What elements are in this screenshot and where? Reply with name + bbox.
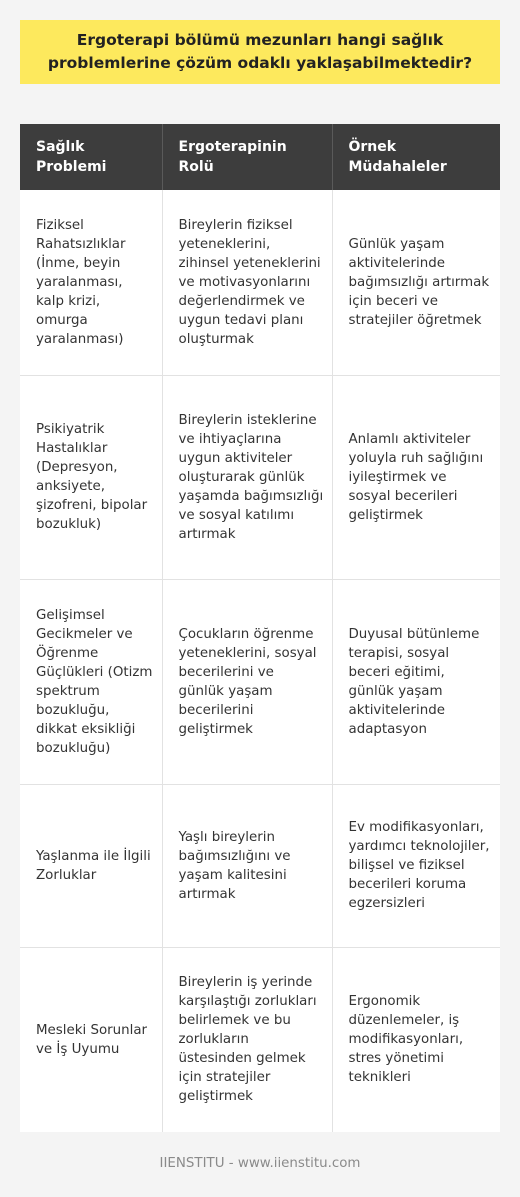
table-row [20,579,500,784]
table-row [20,190,500,375]
page-title: Ergoterapi bölümü mezunları hangi sağlık problemlerine çözüm odaklı yaklaşabilmektedir? [47,31,473,72]
health-problems-table [20,124,500,1132]
title-banner [20,20,500,84]
cell-intervention: Ev modifikasyonları, yardımcı teknolojiler, bilişsel ve fiziksel becerileri koruma egzersizleri [332,784,500,947]
table-row [20,784,500,947]
cell-role: Bireylerin iş yerinde karşılaştığı zorlukları belirlemek ve bu zorlukların üstesinden gelmek için stratejiler geliştirmek [162,947,332,1132]
table-row [20,947,500,1132]
cell-intervention: Günlük yaşam aktivitelerinde bağımsızlığı artırmak için beceri ve stratejiler öğretmek [332,190,500,375]
cell-role: Bireylerin fiziksel yeteneklerini, zihinsel yeteneklerini ve motivasyonlarını değerlendirmek ve uygun tedavi planı oluşturmak [162,190,332,375]
cell-intervention: Anlamlı aktiviteler yoluyla ruh sağlığını iyileştirmek ve sosyal becerileri geliştirmek [332,375,500,579]
cell-problem: Mesleki Sorunlar ve İş Uyumu [20,947,162,1132]
table-header-row [20,124,500,190]
cell-problem: Psikiyatrik Hastalıklar (Depresyon, anksiyete, şizofreni, bipolar bozukluk) [20,375,162,579]
table-row [20,375,500,579]
header-example-interventions: Örnek Müdahaleler [332,124,500,190]
header-ergotherapy-role: Ergoterapinin Rolü [162,124,332,190]
cell-role: Çocukların öğrenme yeteneklerini, sosyal becerilerini ve günlük yaşam becerilerini geliştirmek [162,579,332,784]
cell-intervention: Duyusal bütünleme terapisi, sosyal beceri eğitimi, günlük yaşam aktivitelerinde adaptasyon [332,579,500,784]
header-health-problem: Sağlık Problemi [20,124,162,190]
cell-role: Bireylerin isteklerine ve ihtiyaçlarına uygun aktiviteler oluşturarak günlük yaşamda bağımsızlığı ve sosyal katılımı artırmak [162,375,332,579]
cell-problem: Yaşlanma ile İlgili Zorluklar [20,784,162,947]
cell-problem: Fiziksel Rahatsızlıklar (İnme, beyin yaralanması, kalp krizi, omurga yaralanması) [20,190,162,375]
cell-role: Yaşlı bireylerin bağımsızlığını ve yaşam kalitesini artırmak [162,784,332,947]
cell-problem: Gelişimsel Gecikmeler ve Öğrenme Güçlükleri (Otizm spektrum bozukluğu, dikkat eksikliği bozukluğu) [20,579,162,784]
footer-source: IIENSTITU - www.iienstitu.com [159,1156,361,1171]
cell-intervention: Ergonomik düzenlemeler, iş modifikasyonları, stres yönetimi teknikleri [348,994,464,1086]
